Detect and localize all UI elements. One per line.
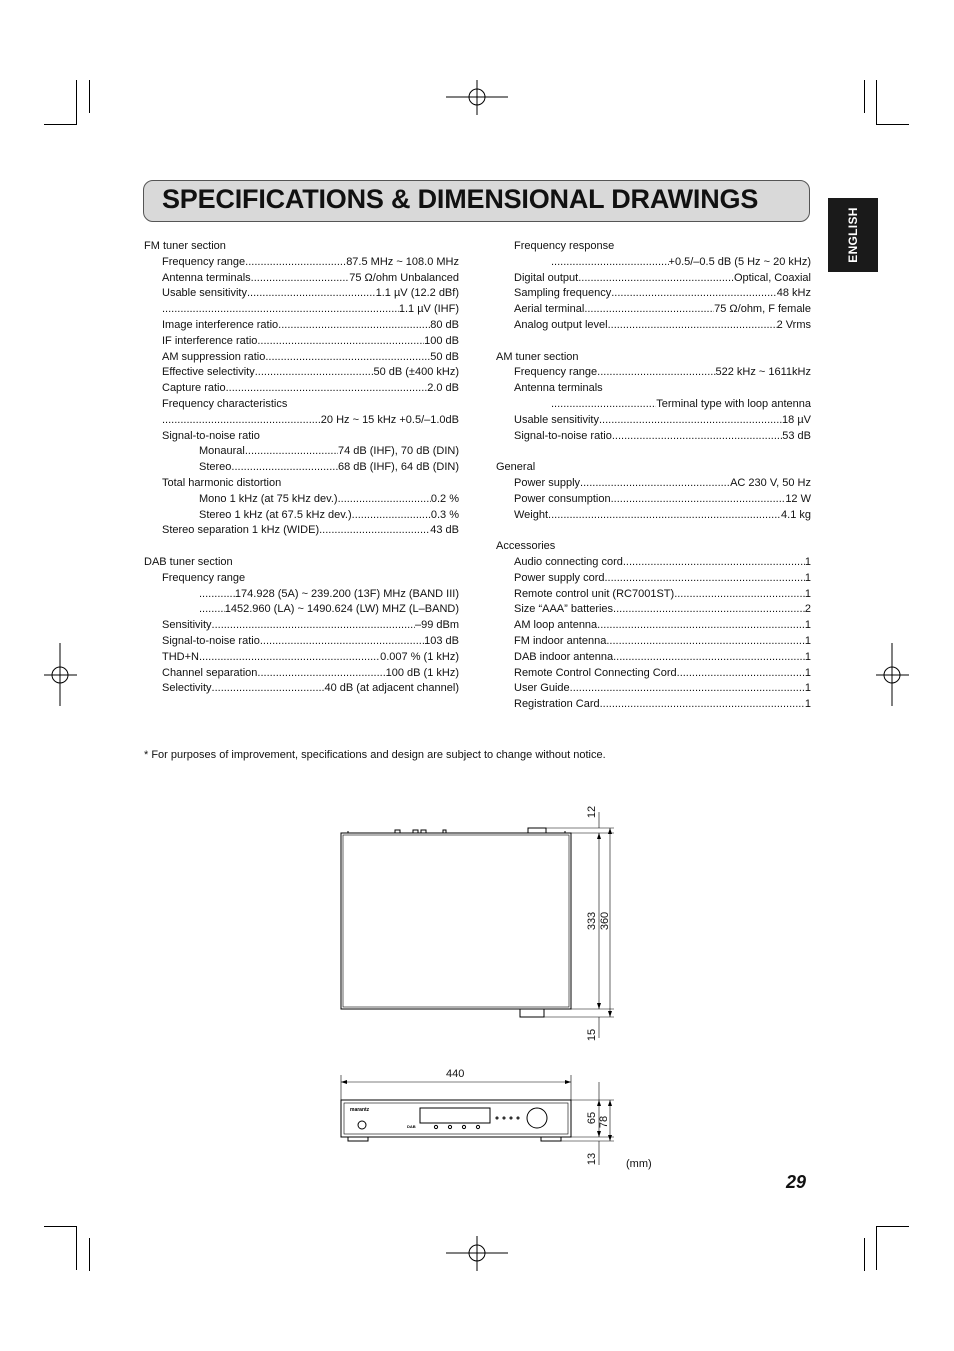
spec-value: 75 Ω/ohm Unbalanced: [349, 271, 459, 284]
spec-value: 174.928 (5A) ~ 239.200 (13F) MHz (BAND III): [234, 587, 459, 600]
spec-label: Frequency range: [514, 366, 598, 379]
spec-value: 1: [804, 619, 811, 632]
spec-label: Aerial terminal: [514, 303, 585, 316]
spec-row: [144, 492, 459, 508]
section-heading: [144, 555, 459, 571]
spec-row: [144, 365, 459, 381]
spec-text: Accessories: [496, 540, 556, 553]
spec-value: 1: [804, 555, 811, 568]
spacer: [496, 523, 811, 539]
spec-label: Sampling frequency: [514, 287, 612, 300]
spec-row: [496, 666, 811, 682]
spec-row: [496, 697, 811, 713]
spec-row: [144, 650, 459, 666]
leader-dots: [613, 602, 805, 618]
front-view-drawing: [341, 1075, 614, 1165]
leader-dots: [338, 492, 431, 508]
spec-value: 2 Vrms: [776, 318, 811, 331]
leader-dots: [608, 318, 777, 334]
spec-value: 522 kHz ~ 1611kHz: [715, 366, 811, 379]
spec-value: 103 dB: [424, 634, 459, 647]
leader-dots: [257, 666, 385, 682]
spec-text: Antenna terminals: [514, 382, 603, 395]
spec-value: 50 dB (±400 kHz): [373, 366, 459, 379]
spec-value: 1: [804, 587, 811, 600]
spec-row: [496, 508, 811, 524]
spec-value: 18 µV: [782, 413, 811, 426]
spec-row: [496, 492, 811, 508]
spec-text: Frequency response: [514, 240, 615, 252]
page-number: 29: [786, 1172, 807, 1192]
leader-dots: [578, 271, 734, 287]
top-view-drawing: [341, 812, 614, 1038]
spec-row: [496, 318, 811, 334]
dim-bottom: 15: [586, 1028, 599, 1042]
spec-label: Registration Card: [514, 698, 600, 711]
spec-value: 100 dB: [424, 334, 459, 347]
spec-row: [144, 271, 459, 287]
leader-dots: [255, 365, 374, 381]
leader-dots: [199, 587, 235, 603]
spec-label: Usable sensitivity: [514, 413, 599, 426]
spec-value: 43 dB: [430, 524, 459, 537]
spec-label: Stereo separation 1 kHz (WIDE): [162, 524, 320, 537]
leader-dots: [570, 681, 805, 697]
front-brand: marantz: [350, 1107, 370, 1113]
spec-value: 1452.960 (LA) ~ 1490.624 (LW) MHZ (L–BAND): [224, 603, 459, 616]
leader-dots: [606, 634, 805, 650]
section-heading: [496, 350, 811, 366]
leader-dots: [580, 476, 730, 492]
spec-row: [496, 681, 811, 697]
left-spec-column: [144, 239, 459, 697]
leader-dots: [584, 302, 714, 318]
spec-label: Remote Control Connecting Cord: [514, 666, 677, 679]
leader-dots: [613, 650, 805, 666]
spec-row: [144, 602, 459, 618]
spec-text: FM tuner section: [144, 240, 226, 252]
spec-row: [496, 602, 811, 618]
spec-row: [144, 508, 459, 524]
spacer: [144, 539, 459, 555]
spec-value: 0.2 %: [430, 492, 459, 505]
leader-dots: [247, 286, 376, 302]
spec-row: [144, 334, 459, 350]
spec-value: –99 dBm: [414, 619, 459, 632]
leader-dots: [611, 492, 786, 508]
spec-subheading: [496, 381, 811, 397]
spec-label: Frequency range: [162, 255, 246, 268]
leader-dots: [226, 381, 428, 397]
spec-label: Size “AAA” batteries: [514, 603, 614, 616]
spec-label: Channel separation: [162, 666, 258, 679]
spec-text: AM tuner section: [496, 350, 579, 363]
spec-label: Capture ratio: [162, 382, 226, 395]
leader-dots: [599, 413, 782, 429]
section-heading: [496, 539, 811, 555]
spec-label: Weight: [514, 508, 549, 521]
leader-dots: [278, 318, 430, 334]
spec-label: Power supply: [514, 476, 581, 489]
spec-row: [496, 429, 811, 445]
leader-dots: [551, 397, 656, 413]
spec-row: [144, 381, 459, 397]
dim-width: 440: [446, 1068, 465, 1080]
spec-row: [144, 460, 459, 476]
spec-row: [496, 365, 811, 381]
spec-value: Optical, Coaxial: [733, 271, 811, 284]
leader-dots: [677, 666, 805, 682]
spec-label: FM indoor antenna: [514, 634, 607, 647]
dim-height-total: 78: [598, 1115, 611, 1129]
spec-value: 74 dB (IHF), 70 dB (DIN): [337, 445, 459, 458]
spec-row: [144, 318, 459, 334]
leader-dots: [257, 334, 424, 350]
spec-row: [496, 271, 811, 287]
leader-dots: [245, 255, 346, 271]
spec-label: Sensitivity: [162, 619, 212, 632]
unit-label: (mm): [626, 1158, 652, 1170]
spec-text: Signal-to-noise ratio: [162, 429, 260, 442]
leader-dots: [245, 444, 338, 460]
spec-row: [144, 618, 459, 634]
language-tab: [828, 198, 878, 272]
leader-dots: [199, 602, 225, 618]
spec-subheading: [144, 476, 459, 492]
spec-value: 1.1 µV (12.2 dBf): [375, 287, 459, 300]
spec-subheading: [496, 239, 811, 255]
spec-label: Mono 1 kHz (at 75 kHz dev.): [199, 492, 338, 505]
spec-label: DAB indoor antenna: [514, 650, 614, 663]
spec-value: 1: [804, 571, 811, 584]
leader-dots: [251, 271, 350, 287]
spec-value: 20 Hz ~ 15 kHz +0.5/–1.0dB: [320, 413, 459, 426]
spec-label: User Guide: [514, 682, 570, 695]
leader-dots: [260, 634, 424, 650]
right-spec-column: [496, 239, 811, 713]
spec-value: 80 dB: [430, 318, 459, 331]
leader-dots: [162, 302, 399, 318]
spec-value: 68 dB (IHF), 64 dB (DIN): [337, 461, 459, 474]
spec-value: 12 W: [785, 492, 811, 505]
spec-label: Antenna terminals: [162, 271, 251, 284]
spec-label: THD+N: [162, 650, 199, 663]
spec-value: 0.007 % (1 kHz): [380, 650, 459, 663]
spec-row: [496, 587, 811, 603]
spec-label: Stereo: [199, 461, 232, 474]
leader-dots: [319, 523, 430, 539]
spec-value: 40 dB (at adjacent channel): [324, 682, 459, 695]
leader-dots: [551, 255, 669, 271]
spec-row: [144, 286, 459, 302]
spec-row: [496, 413, 811, 429]
leader-dots: [674, 587, 805, 603]
spec-text: Total harmonic distortion: [162, 476, 282, 489]
leader-dots: [162, 413, 321, 429]
spec-row: [144, 666, 459, 682]
spec-label: AM suppression ratio: [162, 350, 266, 363]
spec-value: 75 Ω/ohm, F female: [714, 303, 811, 316]
spec-row: [144, 444, 459, 460]
spec-value: Terminal type with loop antenna: [656, 397, 811, 410]
spec-value: 53 dB: [782, 429, 811, 442]
leader-dots: [612, 429, 782, 445]
spec-row: [144, 634, 459, 650]
spec-text: General: [496, 461, 536, 474]
spec-value: 1.1 µV (IHF): [398, 303, 459, 316]
spec-label: Selectivity: [162, 682, 212, 695]
dim-height-body: 65: [586, 1111, 599, 1125]
spec-row: [496, 302, 811, 318]
spec-text: Frequency range: [162, 571, 246, 584]
section-heading: [144, 239, 459, 255]
spec-subheading: [144, 397, 459, 413]
spec-row: [496, 255, 811, 271]
spec-row: [144, 302, 459, 318]
section-heading: [496, 460, 811, 476]
spec-label: Signal-to-noise ratio: [162, 634, 260, 647]
language-tab-label: ENGLISH: [846, 207, 860, 263]
spec-value: 2.0 dB: [427, 382, 459, 395]
spec-value: AC 230 V, 50 Hz: [730, 476, 811, 489]
spec-row: [496, 476, 811, 492]
front-dab-logo: DAB: [407, 1124, 416, 1129]
leader-dots: [611, 286, 777, 302]
spec-label: IF interference ratio: [162, 334, 258, 347]
spacer: [496, 444, 811, 460]
spec-value: 100 dB (1 kHz): [385, 666, 459, 679]
spec-row: [144, 523, 459, 539]
spec-label: Usable sensitivity: [162, 287, 247, 300]
spec-label: Digital output: [514, 271, 579, 284]
spec-text: DAB tuner section: [144, 555, 233, 568]
dim-top: 12: [586, 805, 599, 819]
dim-feet: 13: [586, 1152, 599, 1166]
leader-dots: [199, 650, 380, 666]
spec-label: Image interference ratio: [162, 318, 279, 331]
spec-value: 48 kHz: [776, 287, 811, 300]
spec-value: +0.5/–0.5 dB (5 Hz ~ 20 kHz): [668, 255, 811, 268]
spec-label: Remote control unit (RC7001ST): [514, 587, 675, 600]
leader-dots: [265, 350, 430, 366]
leader-dots: [352, 508, 431, 524]
leader-dots: [212, 618, 415, 634]
dim-depth-body: 333: [586, 911, 599, 931]
spec-value: 1: [804, 682, 811, 695]
spec-label: AM loop antenna: [514, 619, 598, 632]
spec-row: [144, 413, 459, 429]
leader-dots: [231, 460, 338, 476]
leader-dots: [212, 681, 325, 697]
spec-row: [496, 286, 811, 302]
leader-dots: [623, 555, 805, 571]
spec-subheading: [144, 429, 459, 445]
leader-dots: [548, 508, 781, 524]
spec-row: [496, 634, 811, 650]
spec-label: Power supply cord: [514, 571, 605, 584]
spec-row: [144, 255, 459, 271]
spec-label: Power consumption: [514, 492, 611, 505]
spec-value: 87.5 MHz ~ 108.0 MHz: [346, 255, 459, 268]
spacer: [496, 334, 811, 350]
spec-label: Audio connecting cord: [514, 555, 623, 568]
spec-value: 4.1 kg: [781, 508, 811, 521]
spec-label: Analog output level: [514, 318, 608, 331]
spec-value: 1: [804, 634, 811, 647]
spec-row: [496, 555, 811, 571]
spec-text: Frequency characteristics: [162, 397, 288, 410]
spec-row: [496, 397, 811, 413]
spec-value: 1: [804, 666, 811, 679]
spec-row: [496, 571, 811, 587]
dim-depth-total: 360: [599, 911, 612, 931]
spec-label: Effective selectivity: [162, 366, 255, 379]
spec-row: [496, 650, 811, 666]
spec-row: [144, 681, 459, 697]
spec-row: [496, 618, 811, 634]
spec-value: 0.3 %: [430, 508, 459, 521]
leader-dots: [597, 618, 805, 634]
spec-label: Monaural: [199, 445, 245, 458]
spec-row: [144, 587, 459, 603]
spec-label: Stereo 1 kHz (at 67.5 kHz dev.): [199, 508, 352, 521]
spec-value: 2: [804, 603, 811, 616]
footnote: * For purposes of improvement, specifications and design are subject to change without notice.: [144, 749, 606, 761]
spec-value: 1: [804, 650, 811, 663]
spec-value: 1: [804, 698, 811, 711]
spec-value: 50 dB: [430, 350, 459, 363]
leader-dots: [597, 365, 715, 381]
spec-label: Signal-to-noise ratio: [514, 429, 612, 442]
leader-dots: [600, 697, 805, 713]
spec-row: [144, 350, 459, 366]
spec-subheading: [144, 571, 459, 587]
page-title: SPECIFICATIONS & DIMENSIONAL DRAWINGS: [162, 184, 759, 214]
leader-dots: [605, 571, 805, 587]
